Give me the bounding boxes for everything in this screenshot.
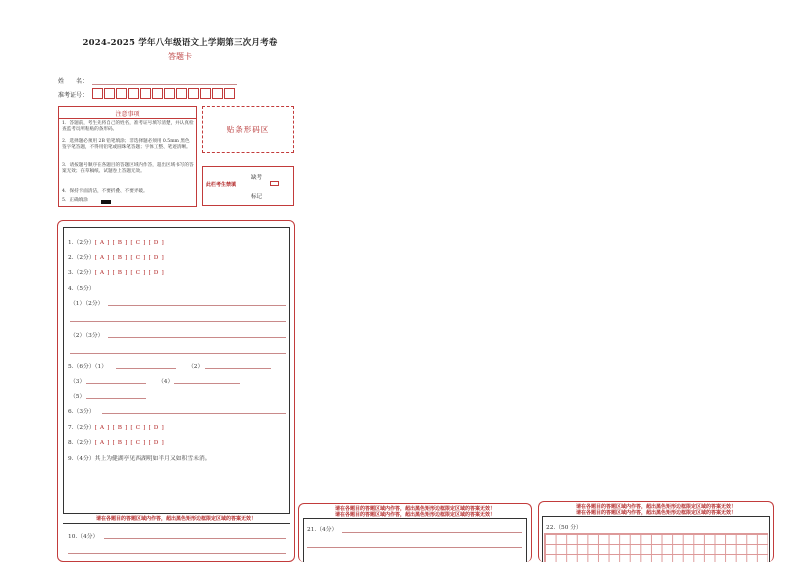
- question-5-5: （5）: [70, 394, 86, 400]
- question-5-4: （4）: [158, 379, 174, 385]
- answer-line[interactable]: [86, 398, 146, 399]
- question-21: 21.（4分）: [307, 527, 338, 533]
- note-item-3: 3．请按题号顺序在各题目的答题区域内作答，超出区域书写的答案无效；在草稿纸、试题卷上答题无效。: [62, 163, 194, 175]
- answer-line[interactable]: [307, 547, 522, 548]
- composition-grid[interactable]: [544, 533, 768, 562]
- choice-options[interactable]: [ A ] [ B ] [ C ] [ D ]: [94, 270, 165, 276]
- answer-line[interactable]: [116, 368, 176, 369]
- question-5-3: （3）: [70, 379, 86, 385]
- question-7[interactable]: 7.（2分）[ A ] [ B ] [ C ] [ D ]: [68, 425, 165, 431]
- question-10: 10.（4分）: [68, 534, 99, 540]
- boundary-warning: 请在各题目的答题区域内作答，超出黑色矩形边框限定区域的答案无效！: [95, 516, 256, 522]
- question-5: 5.（6分）（1）: [68, 364, 107, 370]
- absent-label-top: 缺考: [251, 175, 263, 181]
- question-3[interactable]: 3.（2分）[ A ] [ B ] [ C ] [ D ]: [68, 270, 165, 276]
- question-2[interactable]: 2.（2分）[ A ] [ B ] [ C ] [ D ]: [68, 255, 165, 261]
- answer-line[interactable]: [342, 532, 522, 533]
- answer-sheet-subtitle: 答题卡: [168, 52, 192, 61]
- question-22: 22.（50 分）: [546, 525, 582, 531]
- question-5-2: （2）: [188, 364, 204, 370]
- page-title: 2024-2025 学年八年级语文上学期第三次月考卷: [82, 38, 278, 48]
- absent-box: [202, 166, 294, 206]
- id-label: 准考证号：: [58, 92, 89, 99]
- question-4-2: （2）（3分）: [70, 333, 104, 339]
- question-1[interactable]: 1.（2分）[ A ] [ B ] [ C ] [ D ]: [68, 240, 165, 246]
- choice-options[interactable]: [ A ] [ B ] [ C ] [ D ]: [94, 240, 165, 246]
- note-item-1: 1．答题前，考生先将自己的姓名，准考证号填写清楚，并认真检查监考员所粘贴的条形码。: [62, 121, 194, 133]
- choice-options[interactable]: [ A ] [ B ] [ C ] [ D ]: [94, 255, 165, 261]
- note-item-2: 2．选择题必须用 2B 铅笔填涂；非选择题必须用 0.5mm 黑色签字笔答题，不得用铅笔或圆珠笔答题；字体工整、笔迹清晰。: [62, 139, 191, 151]
- answer-line[interactable]: [108, 337, 286, 338]
- note-item-4: 4．保持卡面清洁，不要折叠、不要弄破。: [62, 189, 148, 194]
- question-6: 6.（3分）: [68, 409, 95, 415]
- choice-options[interactable]: [ A ] [ B ] [ C ] [ D ]: [94, 440, 165, 446]
- answer-line[interactable]: [102, 413, 286, 414]
- answer-line[interactable]: [174, 383, 240, 384]
- barcode-label: 贴条形码区: [226, 125, 270, 134]
- question-8[interactable]: 8.（2分）[ A ] [ B ] [ C ] [ D ]: [68, 440, 165, 446]
- answer-line[interactable]: [68, 553, 286, 554]
- name-field[interactable]: [92, 84, 237, 85]
- boundary-warning: 请在各题目的答题区域内作答，超出黑色矩形边框限定区域的答案无效！: [575, 510, 736, 516]
- question-4-1: （1）（2分）: [70, 301, 104, 307]
- choice-options[interactable]: [ A ] [ B ] [ C ] [ D ]: [94, 425, 165, 431]
- boundary-warning: 请在各题目的答题区域内作答，超出黑色矩形边框限定区域的答案无效！: [334, 506, 495, 512]
- question-9: 9.（4分）其上为健湖亭见西湖明如半月又如积雪未消。: [68, 456, 211, 462]
- absent-note: 此栏考生禁填: [206, 182, 237, 188]
- boundary-warning: 请在各题目的答题区域内作答，超出黑色矩形边框限定区域的答案无效！: [334, 512, 495, 518]
- answer-line[interactable]: [104, 538, 286, 539]
- filled-mark-icon: [101, 200, 111, 204]
- absent-label-bottom: 标记: [251, 194, 263, 200]
- absent-checkbox[interactable]: [270, 181, 279, 186]
- answer-line[interactable]: [70, 321, 286, 322]
- answer-line[interactable]: [205, 368, 271, 369]
- barcode-area: [202, 106, 294, 153]
- answer-line[interactable]: [70, 353, 286, 354]
- question-4: 4.（5分）: [68, 286, 95, 292]
- notes-heading: 注意事项: [115, 111, 140, 118]
- answer-line[interactable]: [108, 305, 286, 306]
- note-item-5: 5．正确填涂: [62, 198, 88, 203]
- boundary-warning: 请在各题目的答题区域内作答，超出黑色矩形边框限定区域的答案无效！: [575, 504, 736, 510]
- notes-box: [58, 106, 197, 207]
- answer-line[interactable]: [86, 383, 146, 384]
- name-label: 姓 名：: [58, 78, 89, 85]
